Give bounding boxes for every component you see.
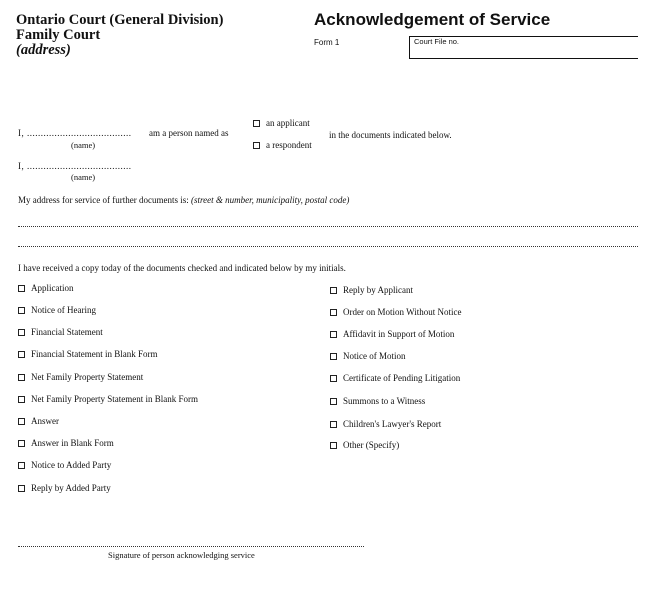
document-checkbox[interactable] bbox=[18, 418, 25, 425]
court-address: (address) bbox=[16, 42, 71, 58]
document-item[interactable]: Notice to Added Party bbox=[18, 460, 111, 470]
applicant-option[interactable] bbox=[253, 118, 310, 129]
signature-line[interactable] bbox=[18, 546, 364, 547]
name-field-1[interactable]: I, ...................................... bbox=[18, 128, 132, 138]
court-branch: Family Court bbox=[16, 27, 101, 43]
document-checkbox[interactable] bbox=[330, 398, 337, 405]
document-item[interactable]: Notice of Hearing bbox=[18, 305, 96, 315]
applicant-checkbox[interactable] bbox=[253, 120, 260, 127]
address-line-1[interactable] bbox=[18, 226, 638, 227]
address-line-2[interactable] bbox=[18, 246, 638, 247]
document-checkbox[interactable] bbox=[330, 442, 337, 449]
document-item[interactable]: Summons to a Witness bbox=[330, 396, 425, 406]
document-item[interactable]: Answer in Blank Form bbox=[18, 438, 114, 448]
document-checkbox[interactable] bbox=[18, 485, 25, 492]
document-checkbox[interactable] bbox=[18, 374, 25, 381]
document-checkbox[interactable] bbox=[18, 440, 25, 447]
document-item[interactable]: Reply by Applicant bbox=[330, 285, 413, 295]
document-item[interactable]: Notice of Motion bbox=[330, 351, 406, 361]
document-item[interactable]: Net Family Property Statement bbox=[18, 372, 143, 382]
document-item[interactable]: Financial Statement in Blank Form bbox=[18, 349, 157, 359]
court-file-label: Court File no. bbox=[414, 37, 460, 46]
document-item[interactable]: Financial Statement bbox=[18, 327, 103, 337]
document-item[interactable]: Affidavit in Support of Motion bbox=[330, 329, 454, 339]
document-item[interactable]: Reply by Added Party bbox=[18, 483, 111, 493]
address-prompt bbox=[18, 195, 349, 206]
document-checkbox[interactable] bbox=[330, 353, 337, 360]
court-file-number-field[interactable] bbox=[409, 36, 638, 59]
document-checkbox[interactable] bbox=[18, 329, 25, 336]
signature-caption: Signature of person acknowledging service bbox=[108, 550, 255, 560]
document-checkbox[interactable] bbox=[18, 396, 25, 403]
documents-indicated-text: in the documents indicated below. bbox=[329, 130, 452, 140]
document-checkbox[interactable] bbox=[18, 307, 25, 314]
document-item[interactable]: Certificate of Pending Litigation bbox=[330, 373, 460, 383]
document-item[interactable]: Other (Specify) bbox=[330, 440, 399, 450]
document-item[interactable]: Application bbox=[18, 283, 74, 293]
document-item[interactable]: Children's Lawyer's Report bbox=[330, 419, 441, 429]
name-caption-2: (name) bbox=[71, 172, 96, 182]
named-as-text: am a person named as bbox=[149, 128, 229, 138]
document-checkbox[interactable] bbox=[18, 285, 25, 292]
form-title: Acknowledgement of Service bbox=[314, 10, 551, 29]
document-checkbox[interactable] bbox=[18, 351, 25, 358]
document-checkbox[interactable] bbox=[330, 421, 337, 428]
document-checkbox[interactable] bbox=[330, 375, 337, 382]
address-hint: (street & number, municipality, postal code) bbox=[190, 195, 350, 205]
respondent-checkbox[interactable] bbox=[253, 142, 260, 149]
document-item[interactable]: Order on Motion Without Notice bbox=[330, 307, 461, 317]
document-checkbox[interactable] bbox=[330, 287, 337, 294]
address-label: My address for service of further documents is: bbox=[18, 195, 189, 205]
document-item[interactable]: Net Family Property Statement in Blank Form bbox=[18, 394, 198, 404]
name-caption-1: (name) bbox=[71, 140, 96, 150]
document-item[interactable]: Answer bbox=[18, 416, 59, 426]
form-number: Form 1 bbox=[314, 38, 340, 47]
applicant-label: an applicant bbox=[266, 118, 310, 128]
document-checkbox[interactable] bbox=[330, 309, 337, 316]
name-field-2[interactable]: I, ...................................... bbox=[18, 161, 132, 171]
court-name: Ontario Court (General Division) bbox=[16, 12, 224, 28]
documents-intro: I have received a copy today of the documents checked and indicated below by my initials. bbox=[18, 263, 346, 273]
document-checkbox[interactable] bbox=[18, 462, 25, 469]
document-checkbox[interactable] bbox=[330, 331, 337, 338]
respondent-option[interactable] bbox=[253, 140, 312, 151]
respondent-label: a respondent bbox=[266, 140, 312, 150]
